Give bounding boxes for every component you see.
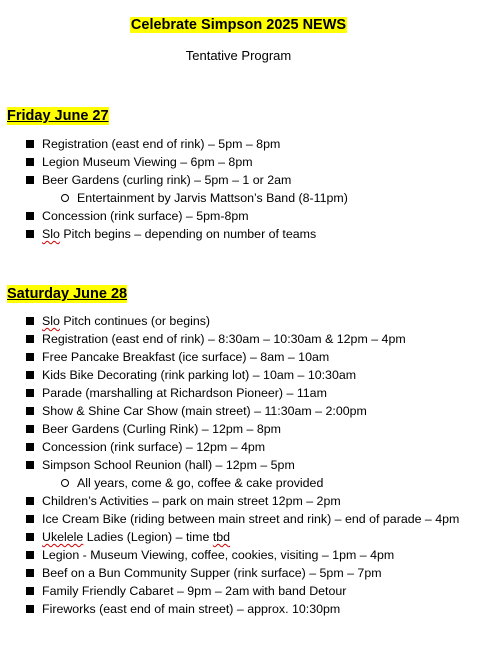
schedule-item bbox=[0, 171, 477, 189]
square-bullet-icon bbox=[26, 158, 34, 166]
schedule-item-label: Ladies (Legion) – time bbox=[83, 530, 213, 544]
schedule-item bbox=[0, 225, 477, 243]
spellcheck-flagged-word: Slo bbox=[42, 314, 60, 328]
schedule-item bbox=[0, 207, 477, 225]
square-bullet-icon bbox=[26, 176, 34, 184]
saturday-schedule-list bbox=[0, 312, 477, 618]
schedule-item bbox=[0, 366, 477, 384]
schedule-item-text bbox=[42, 528, 230, 546]
spellcheck-flagged-word: Slo bbox=[42, 227, 60, 241]
schedule-item bbox=[0, 348, 477, 366]
schedule-item-label: Legion - Museum Viewing, coffee, cookies, visiting – 1pm – 4pm bbox=[42, 548, 395, 562]
schedule-item-text bbox=[77, 189, 348, 207]
schedule-item bbox=[0, 384, 477, 402]
schedule-item-text bbox=[42, 564, 382, 582]
schedule-item bbox=[0, 420, 477, 438]
schedule-item-label: Beer Gardens (curling rink) – 5pm – 1 or 2am bbox=[42, 173, 292, 187]
document-header bbox=[0, 16, 477, 34]
schedule-item-label: Beef on a Bun Community Supper (rink surface) – 5pm – 7pm bbox=[42, 566, 382, 580]
schedule-item-text bbox=[42, 225, 316, 243]
square-bullet-icon bbox=[26, 335, 34, 343]
hollow-circle-bullet-icon bbox=[61, 194, 69, 202]
schedule-item bbox=[0, 456, 477, 474]
schedule-item-text bbox=[42, 153, 253, 171]
hollow-circle-bullet-icon bbox=[61, 479, 69, 487]
schedule-item-text bbox=[42, 171, 291, 189]
saturday-heading: Saturday June 28 bbox=[7, 286, 128, 302]
schedule-item bbox=[0, 438, 477, 456]
square-bullet-icon bbox=[26, 587, 34, 595]
schedule-item-text bbox=[42, 135, 280, 153]
schedule-item-text bbox=[42, 456, 295, 474]
schedule-item-label: Pitch begins – depending on number of teams bbox=[59, 227, 317, 241]
schedule-item bbox=[0, 600, 477, 618]
schedule-item-text bbox=[42, 546, 394, 564]
schedule-item-label: Simpson School Reunion (hall) – 12pm – 5pm bbox=[42, 458, 295, 472]
square-bullet-icon bbox=[26, 371, 34, 379]
schedule-item-text bbox=[42, 420, 281, 438]
square-bullet-icon bbox=[26, 212, 34, 220]
schedule-item bbox=[0, 546, 477, 564]
schedule-item-text bbox=[42, 402, 367, 420]
schedule-item-label: Legion Museum Viewing – 6pm – 8pm bbox=[42, 155, 253, 169]
friday-schedule-list bbox=[0, 135, 477, 243]
schedule-item-text bbox=[42, 366, 356, 384]
square-bullet-icon bbox=[26, 353, 34, 361]
schedule-item-label: Pitch continues (or begins) bbox=[59, 314, 211, 328]
schedule-item-label: Family Friendly Cabaret – 9pm – 2am with band Detour bbox=[42, 584, 347, 598]
square-bullet-icon bbox=[26, 389, 34, 397]
schedule-item-text bbox=[42, 492, 341, 510]
schedule-item bbox=[0, 564, 477, 582]
schedule-item-label: Children’s Activities – park on main street 12pm – 2pm bbox=[42, 494, 341, 508]
schedule-item-label: Parade (marshalling at Richardson Pioneer) – 11am bbox=[42, 386, 327, 400]
schedule-item-text bbox=[42, 330, 406, 348]
schedule-item-text bbox=[42, 207, 249, 225]
square-bullet-icon bbox=[26, 443, 34, 451]
square-bullet-icon bbox=[26, 230, 34, 238]
schedule-item bbox=[0, 312, 477, 330]
schedule-item-label: Concession (rink surface) – 5pm-8pm bbox=[42, 209, 249, 223]
schedule-item-text bbox=[42, 384, 327, 402]
schedule-item-label: Free Pancake Breakfast (ice surface) – 8am – 10am bbox=[42, 350, 330, 364]
schedule-item-label: Kids Bike Decorating (rink parking lot) – 10am – 10:30am bbox=[42, 368, 357, 382]
schedule-item bbox=[0, 510, 477, 528]
spellcheck-flagged-word: tbd bbox=[212, 530, 231, 544]
schedule-item-label: Beer Gardens (Curling Rink) – 12pm – 8pm bbox=[42, 422, 281, 436]
schedule-item-label: Fireworks (east end of main street) – approx. 10:30pm bbox=[42, 602, 341, 616]
schedule-item-label: All years, come & go, coffee & cake provided bbox=[77, 476, 324, 490]
square-bullet-icon bbox=[26, 425, 34, 433]
document-subtitle: Tentative Program bbox=[185, 48, 292, 63]
schedule-item-text bbox=[42, 438, 265, 456]
schedule-item-label: Concession (rink surface) – 12pm – 4pm bbox=[42, 440, 266, 454]
schedule-item bbox=[0, 582, 477, 600]
schedule-item-text bbox=[42, 600, 340, 618]
schedule-item-text bbox=[42, 582, 346, 600]
square-bullet-icon bbox=[26, 497, 34, 505]
schedule-item-label: Ice Cream Bike (riding between main street and rink) – end of parade – 4pm bbox=[42, 512, 460, 526]
schedule-item-text bbox=[42, 510, 459, 528]
spellcheck-flagged-word: Ukelele bbox=[42, 530, 84, 544]
schedule-item-text bbox=[77, 474, 323, 492]
square-bullet-icon bbox=[26, 407, 34, 415]
schedule-sub-item bbox=[0, 189, 477, 207]
square-bullet-icon bbox=[26, 461, 34, 469]
square-bullet-icon bbox=[26, 569, 34, 577]
schedule-item bbox=[0, 153, 477, 171]
schedule-item-label: Show & Shine Car Show (main street) – 11:30am – 2:00pm bbox=[42, 404, 367, 418]
square-bullet-icon bbox=[26, 317, 34, 325]
schedule-sub-item bbox=[0, 474, 477, 492]
square-bullet-icon bbox=[26, 515, 34, 523]
document-title: Celebrate Simpson 2025 NEWS bbox=[130, 17, 347, 33]
schedule-item-label: Entertainment by Jarvis Mattson’s Band (8-11pm) bbox=[77, 191, 348, 205]
schedule-item-text bbox=[42, 348, 329, 366]
friday-heading: Friday June 27 bbox=[7, 108, 109, 124]
square-bullet-icon bbox=[26, 551, 34, 559]
schedule-item-label: Registration (east end of rink) – 8:30am – 10:30am & 12pm – 4pm bbox=[42, 332, 406, 346]
square-bullet-icon bbox=[26, 605, 34, 613]
square-bullet-icon bbox=[26, 533, 34, 541]
schedule-item bbox=[0, 330, 477, 348]
schedule-item bbox=[0, 492, 477, 510]
square-bullet-icon bbox=[26, 140, 34, 148]
schedule-item bbox=[0, 528, 477, 546]
schedule-item bbox=[0, 135, 477, 153]
schedule-item-label: Registration (east end of rink) – 5pm – 8pm bbox=[42, 137, 281, 151]
schedule-item-text bbox=[42, 312, 210, 330]
schedule-item bbox=[0, 402, 477, 420]
